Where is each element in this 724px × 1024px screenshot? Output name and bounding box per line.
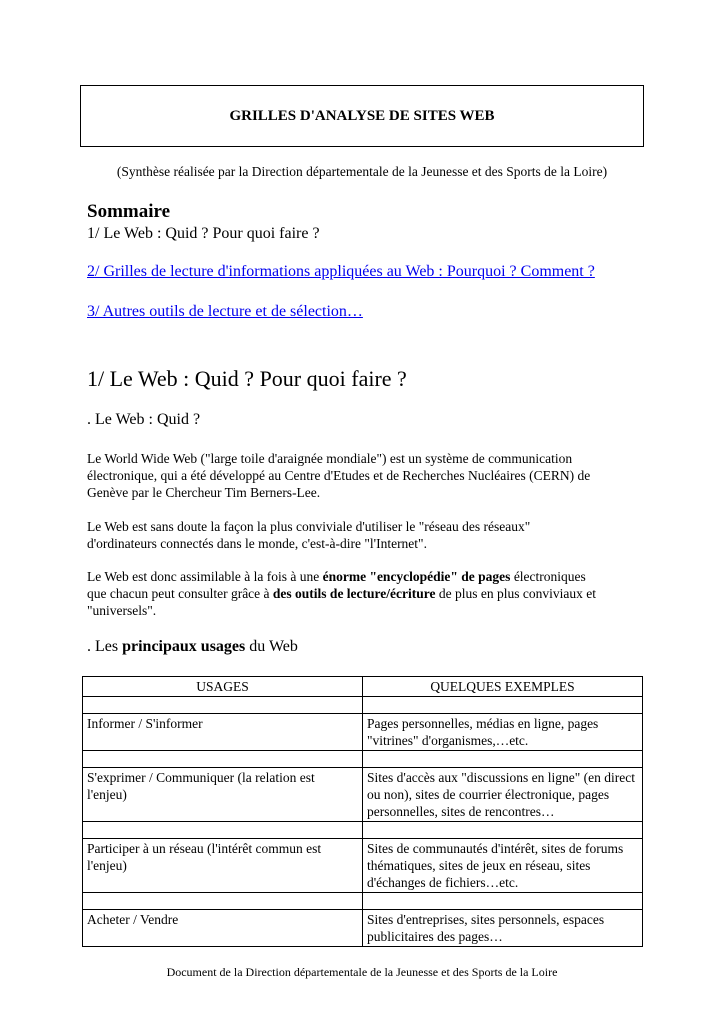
table-spacer-row (83, 697, 643, 714)
summary-heading: Sommaire (87, 201, 171, 222)
table-row (83, 839, 643, 893)
summary-item-1: 1/ Le Web : Quid ? Pour quoi faire ? (87, 225, 320, 242)
section-1-heading: 1/ Le Web : Quid ? Pour quoi faire ? (87, 366, 407, 391)
usage-cell: Participer à un réseau (l'intérêt commun est l'enjeu) (83, 839, 363, 893)
paragraph-web-convivial: Le Web est sans doute la façon la plus conviviale d'utiliser le "réseau des réseaux" d'ordinateurs connectés dans le monde, c'est-à-dire "l'Internet". (87, 519, 531, 551)
paragraph-web-encyclopedia: Le Web est donc assimilable à la fois à une énorme "encyclopédie" de pages électroniques que chacun peut consulter grâce à des outils de lecture/écriture de plus en plus conviviaux et "universels". (87, 569, 596, 618)
usages-table (82, 676, 643, 947)
table-spacer-row (83, 822, 643, 839)
section-1-subheading-usages: . Les principaux usages du Web (87, 638, 298, 655)
table-row (83, 768, 643, 822)
document-subtitle: (Synthèse réalisée par la Direction départementale de la Jeunesse et des Sports de la Loire) (116, 164, 608, 179)
usage-cell: Acheter / Vendre (83, 910, 363, 947)
examples-cell: Sites de communautés d'intérêt, sites de forums thématiques, sites de jeux en réseau, sites d'échanges de fichiers…etc. (363, 839, 643, 893)
usage-cell: S'exprimer / Communiquer (la relation est l'enjeu) (83, 768, 363, 822)
table-header-usages: USAGES (83, 677, 363, 697)
page-footer: Document de la Direction départementale de la Jeunesse et des Sports de la Loire (166, 965, 558, 979)
table-header-examples: QUELQUES EXEMPLES (363, 677, 643, 697)
summary-link-3[interactable]: 3/ Autres outils de lecture et de sélection… (87, 303, 363, 320)
summary-link-2[interactable]: 2/ Grilles de lecture d'informations appliquées au Web : Pourquoi ? Comment ? (87, 263, 595, 280)
table-spacer-row (83, 893, 643, 910)
document-title: GRILLES D'ANALYSE DE SITES WEB (229, 108, 495, 124)
section-1-subheading-quid: . Le Web : Quid ? (87, 411, 201, 428)
examples-cell: Pages personnelles, médias en ligne, pages "vitrines" d'organismes,…etc. (363, 714, 643, 751)
examples-cell: Sites d'entreprises, sites personnels, espaces publicitaires des pages… (363, 910, 643, 947)
table-header-row (83, 677, 643, 697)
table-row (83, 910, 643, 947)
table-spacer-row (83, 751, 643, 768)
examples-cell: Sites d'accès aux "discussions en ligne" (en direct ou non), sites de courrier électronique, pages personnelles, sites de rencontres… (363, 768, 643, 822)
paragraph-web-definition: Le World Wide Web ("large toile d'araignée mondiale") est un système de communication électronique, qui a été développé au Centre d'Etudes et de Recherches Nucléaires (CERN) de Genève par le Chercheur Tim Berners-Lee. (87, 451, 591, 500)
title-box (80, 85, 644, 147)
table-row (83, 714, 643, 751)
usage-cell: Informer / S'informer (83, 714, 363, 751)
